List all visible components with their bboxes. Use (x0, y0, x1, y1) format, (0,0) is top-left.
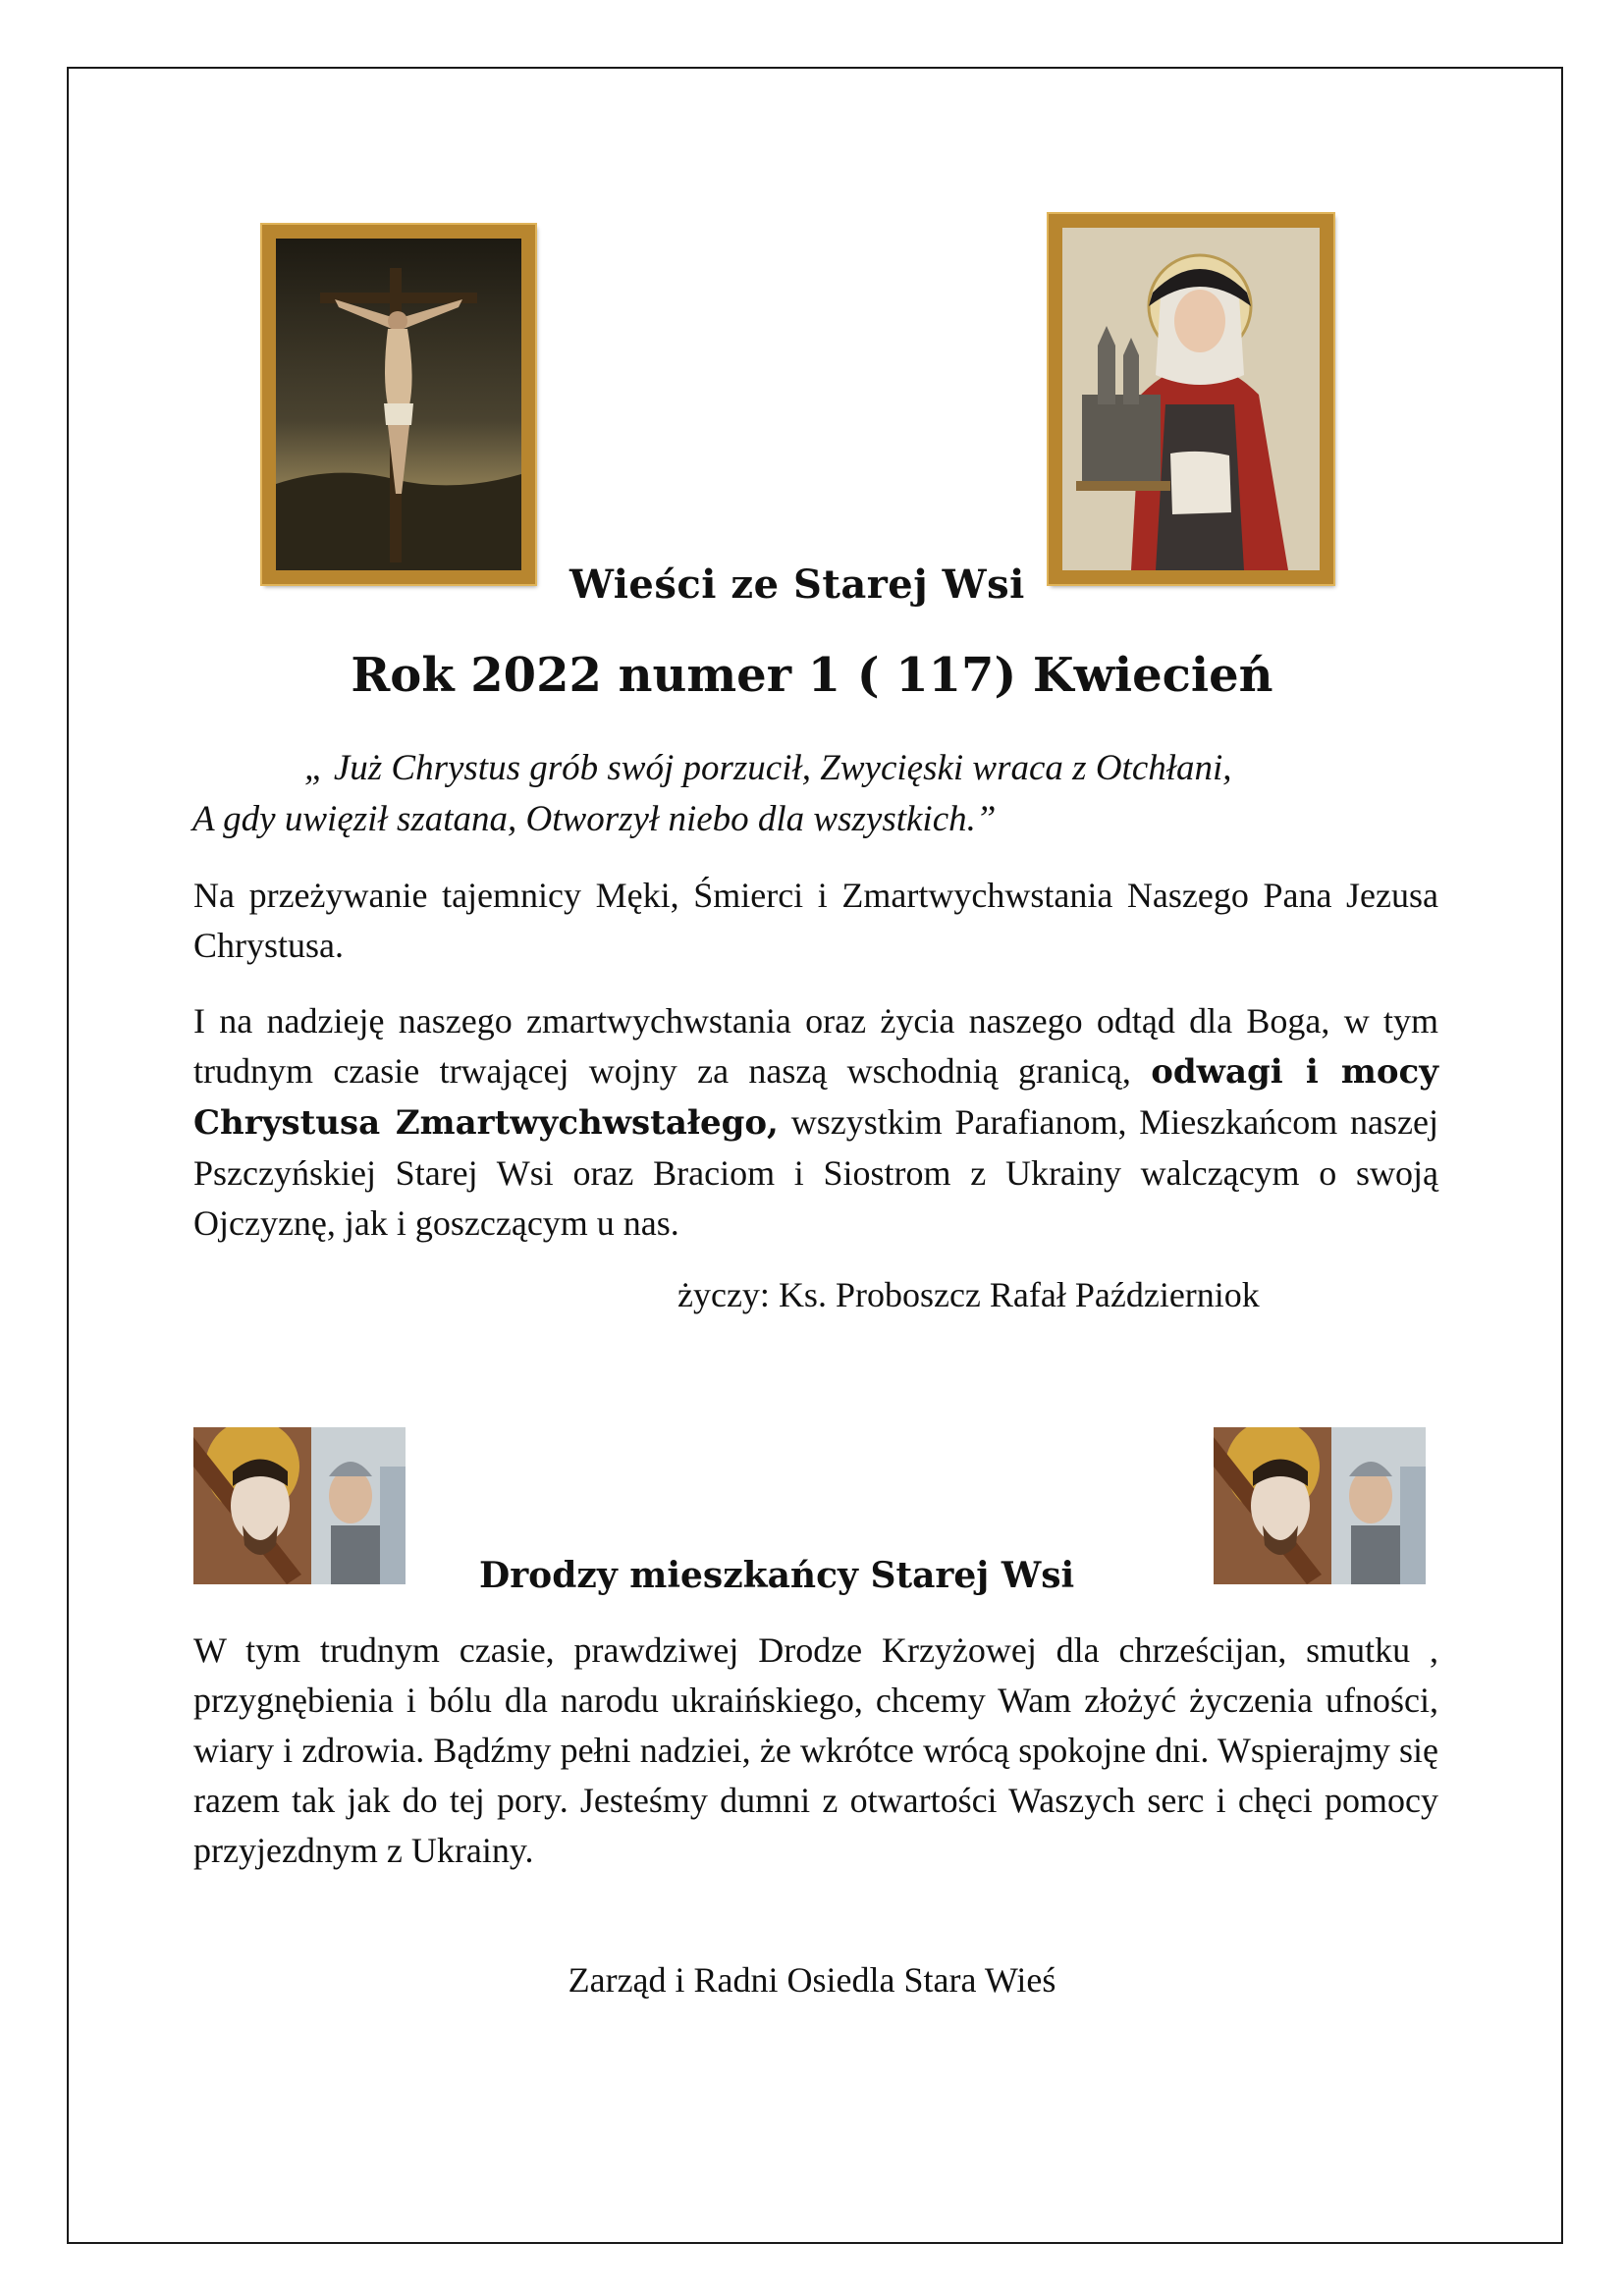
greeting-paragraph-2-start: I na nadzieję naszego zmartwychwstania oraz życia naszego odtąd dla Boga, w tym trudnym czasie trwającej wojny za naszą wschodnią granicą, (193, 1001, 1438, 1091)
poem-line-1: „ Już Chrystus grób swój porzucił, Zwycięski wraca z Otchłani, (304, 748, 1232, 788)
section2-heading: Drodzy mieszkańcy Starej Wsi (479, 1555, 1075, 1596)
greeting-paragraph-2-end: wszystkim Parafianom, Mieszkańcom naszej Pszczyńskiej Starej Wsi oraz Braciom i Siostrom z Ukrainy walczącym o swoją Ojczyznę, jak i goszczącym u nas. (193, 1102, 1439, 1243)
newsletter-name: Wieści ze Starej Wsi (569, 561, 1025, 608)
section2-closing: Zarząd i Radni Osiedla Stara Wieś (568, 1960, 1056, 2000)
greeting-signature: życzy: Ks. Proboszcz Rafał Październiok (677, 1275, 1260, 1314)
greeting-paragraph-2 (193, 996, 1438, 1249)
christ-carrying-cross-image-left (193, 1427, 406, 1584)
saint-hedwig-painting (1049, 214, 1333, 584)
poem-line-2: A gdy uwięził szatana, Otworzył niebo dla wszystkich.” (192, 799, 997, 839)
greeting-paragraph-1: Na przeżywanie tajemnicy Męki, Śmierci i Zmartwychwstania Naszego Pana Jezusa Chrystusa. (193, 876, 1438, 965)
issue-line: Rok 2022 numer 1 ( 117) Kwiecień (351, 648, 1273, 703)
section2-body: W tym trudnym czasie, prawdziwej Drodze Krzyżowej dla chrześcijan, smutku , przygnębienia i bólu dla narodu ukraińskiego, chcemy Wam złożyć życzenia ufności, wiary i zdrowia. Bądźmy pełni nadziei, że wkrótce wrócą spokojne dni. Wspierajmy się razem tak jak do tej pory. Jesteśmy dumni z otwartości Waszych serc i chęci pomocy przyjezdnym z Ukrainy. (193, 1630, 1438, 1870)
greeting-bold-phrase: odwagi i mocy Chrystusa Zmartwychwstałego, (193, 1052, 1439, 1143)
crucifixion-painting (262, 225, 535, 584)
christ-carrying-cross-image-right (1214, 1427, 1426, 1584)
